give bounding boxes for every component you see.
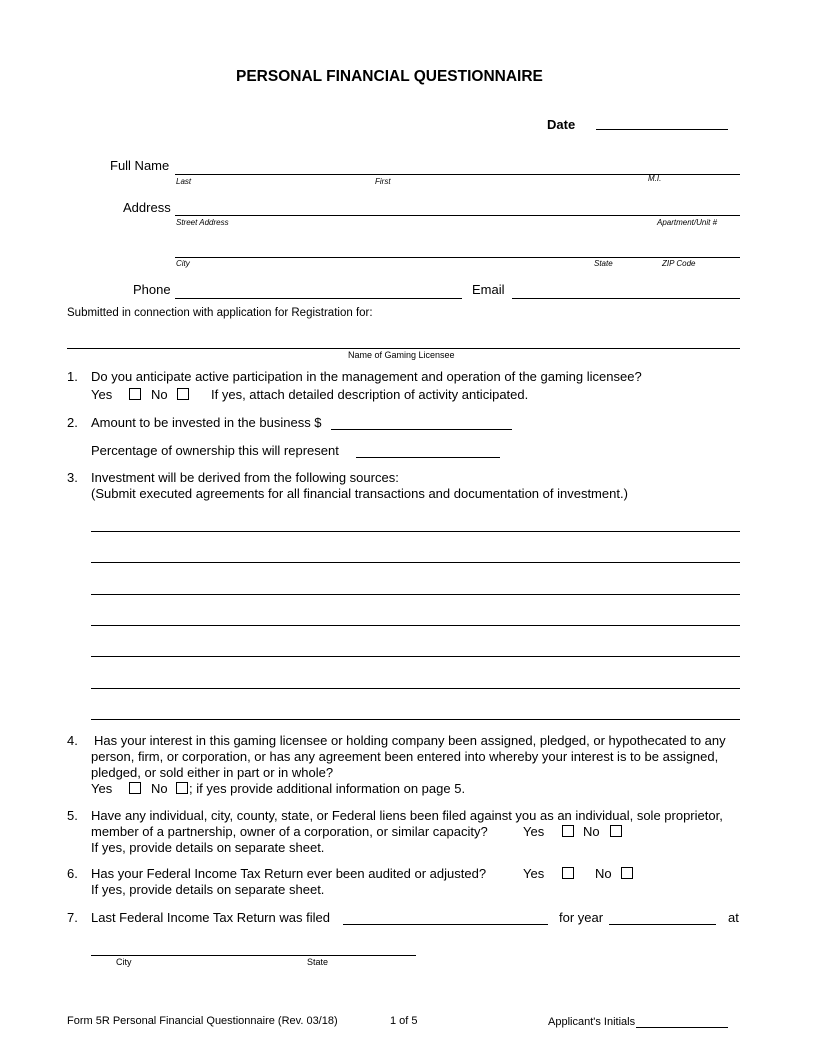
q4-no-checkbox[interactable] xyxy=(176,782,188,794)
footer-page-number: 1 of 5 xyxy=(390,1015,418,1027)
q2-number: 2. xyxy=(67,415,78,430)
q6-yes-label: Yes xyxy=(523,866,545,881)
q2-text: Amount to be invested in the business $ xyxy=(91,415,322,430)
footer-form-id: Form 5R Personal Financial Questionnaire (Rev. 03/18) xyxy=(67,1015,338,1027)
q4-line2: person, firm, or corporation, or has any agreement been entered into whereby your interest is to be assigned, xyxy=(91,749,719,764)
email-label: Email xyxy=(472,282,505,297)
email-input-line[interactable] xyxy=(512,298,740,299)
state-caption: State xyxy=(594,259,613,268)
q1-no-checkbox[interactable] xyxy=(177,388,189,400)
q7-at-label: at xyxy=(728,910,739,925)
tax-year-input-line[interactable] xyxy=(609,924,716,925)
q1-note: If yes, attach detailed description of activity anticipated. xyxy=(211,387,529,402)
q5-line3: If yes, provide details on separate sheet. xyxy=(91,840,325,855)
form-title: PERSONAL FINANCIAL QUESTIONNAIRE xyxy=(236,68,543,85)
q4-line1: Has your interest in this gaming licensee or holding company been assigned, pledged, or hypothecated to any xyxy=(94,733,726,748)
source-line-1[interactable] xyxy=(91,531,740,532)
apartment-caption: Apartment/Unit # xyxy=(657,218,718,227)
licensee-input-line[interactable] xyxy=(67,348,740,349)
middle-initial-caption: M.I. xyxy=(648,174,662,183)
date-input-line[interactable] xyxy=(596,129,728,130)
footer-initials-label: Applicant's Initials xyxy=(548,1016,636,1028)
source-line-2[interactable] xyxy=(91,562,740,563)
phone-label: Phone xyxy=(133,282,171,297)
q5-yes-checkbox[interactable] xyxy=(562,825,574,837)
submitted-text: Submitted in connection with application for Registration for: xyxy=(67,307,373,319)
source-line-7[interactable] xyxy=(91,719,740,720)
q2-percentage-text: Percentage of ownership this will represent xyxy=(91,443,339,458)
q1-text: Do you anticipate active participation in the management and operation of the gaming licensee? xyxy=(91,369,642,384)
licensee-caption: Name of Gaming Licensee xyxy=(348,350,455,360)
q3-subtext: (Submit executed agreements for all financial transactions and documentation of investment.) xyxy=(91,486,628,501)
phone-input-line[interactable] xyxy=(175,298,462,299)
q4-yes-label: Yes xyxy=(91,781,113,796)
q7-number: 7. xyxy=(67,910,78,925)
q5-no-checkbox[interactable] xyxy=(610,825,622,837)
q5-yes-label: Yes xyxy=(523,824,545,839)
city-state-filed-input-line[interactable] xyxy=(91,955,416,956)
source-line-5[interactable] xyxy=(91,656,740,657)
q1-no-label: No xyxy=(151,387,168,402)
q7-text: Last Federal Income Tax Return was filed xyxy=(91,910,330,925)
address-label: Address xyxy=(123,200,171,215)
source-line-3[interactable] xyxy=(91,594,740,595)
street-address-caption: Street Address xyxy=(176,218,229,227)
q6-line1: Has your Federal Income Tax Return ever been audited or adjusted? xyxy=(91,866,487,881)
q3-number: 3. xyxy=(67,470,78,485)
q6-number: 6. xyxy=(67,866,78,881)
q7-city-caption: City xyxy=(116,957,132,967)
q5-no-label: No xyxy=(583,824,600,839)
q5-line1: Have any individual, city, county, state, or Federal liens been filed against you as an individual, sole proprietor, xyxy=(91,808,723,823)
q4-note: ; if yes provide additional information on page 5. xyxy=(189,781,466,796)
date-label: Date xyxy=(547,117,576,132)
q4-no-label: No xyxy=(151,781,168,796)
first-name-caption: First xyxy=(375,177,391,186)
source-line-6[interactable] xyxy=(91,688,740,689)
zip-caption: ZIP Code xyxy=(662,259,696,268)
q5-line2: member of a partnership, owner of a corporation, or similar capacity? xyxy=(91,824,488,839)
initials-input-line[interactable] xyxy=(636,1027,728,1028)
q3-text: Investment will be derived from the following sources: xyxy=(91,470,399,485)
q6-no-label: No xyxy=(595,866,612,881)
q7-for-year-label: for year xyxy=(559,910,604,925)
q6-yes-checkbox[interactable] xyxy=(562,867,574,879)
city-state-zip-input-line[interactable] xyxy=(175,257,740,258)
ownership-percentage-input-line[interactable] xyxy=(356,457,500,458)
q6-line2: If yes, provide details on separate sheet. xyxy=(91,882,325,897)
q5-number: 5. xyxy=(67,808,78,823)
q1-yes-checkbox[interactable] xyxy=(129,388,141,400)
q4-yes-checkbox[interactable] xyxy=(129,782,141,794)
last-name-caption: Last xyxy=(176,177,192,186)
q7-state-caption: State xyxy=(307,957,329,967)
full-name-label: Full Name xyxy=(110,158,170,173)
tax-return-filed-input-line[interactable] xyxy=(343,924,548,925)
city-caption: City xyxy=(176,259,190,268)
q4-line3: pledged, or sold either in part or in whole? xyxy=(91,765,334,780)
q4-number: 4. xyxy=(67,733,78,748)
street-address-input-line[interactable] xyxy=(175,215,740,216)
q6-no-checkbox[interactable] xyxy=(621,867,633,879)
q1-number: 1. xyxy=(67,369,78,384)
source-line-4[interactable] xyxy=(91,625,740,626)
amount-invested-input-line[interactable] xyxy=(331,429,512,430)
q1-yes-label: Yes xyxy=(91,387,113,402)
